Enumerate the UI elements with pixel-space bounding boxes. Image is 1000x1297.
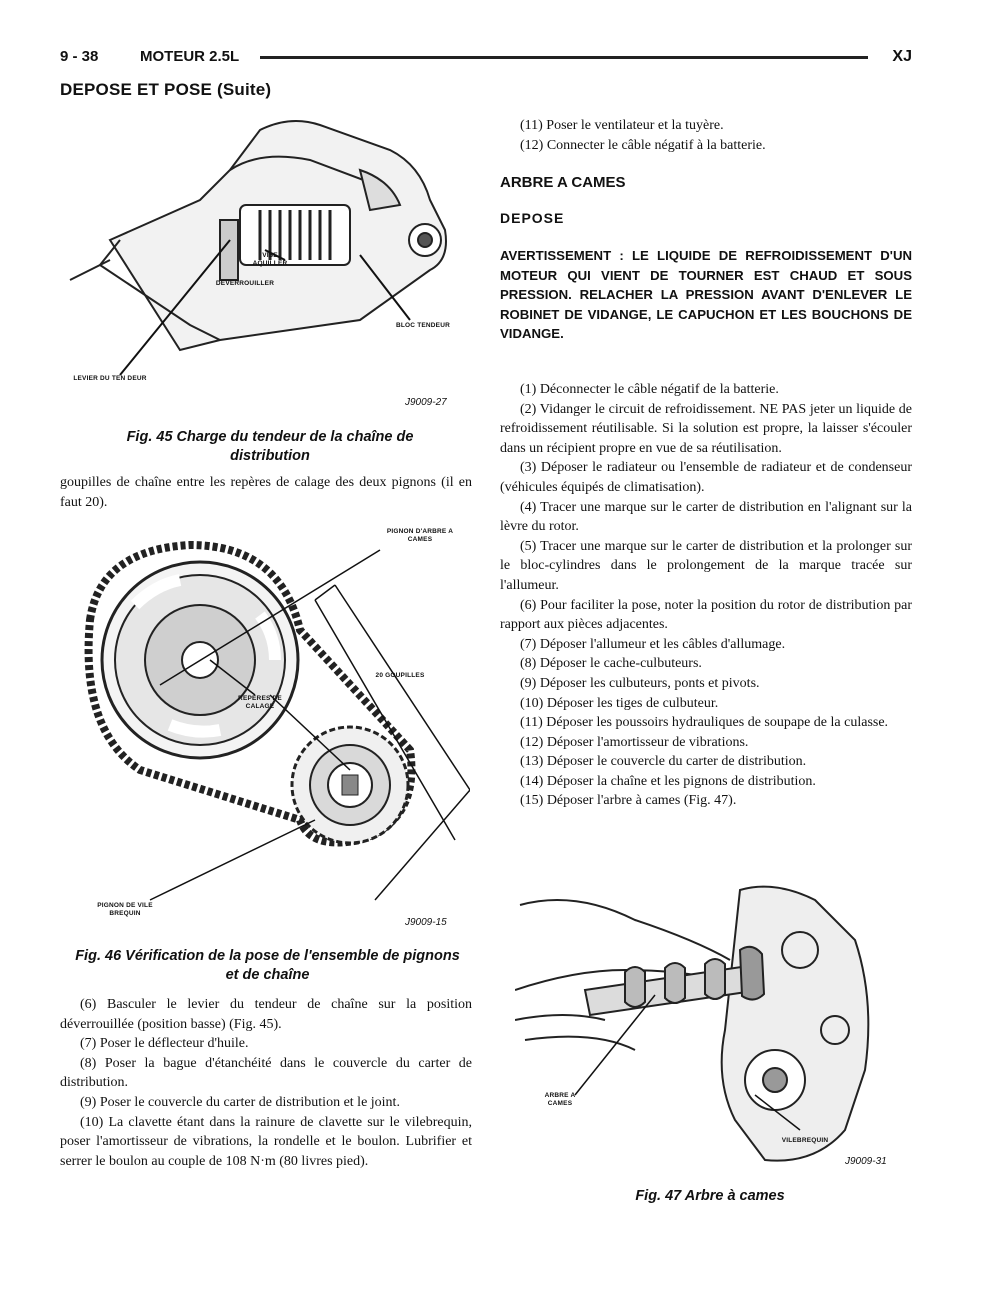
- left-step-6: (6) Basculer le levier du tendeur de chaîne sur la position déverrouillée (position basse) (Fig. 45).: [60, 997, 472, 1032]
- right-step-6: (6) Pour faciliter la pose, noter la position du rotor de distribution par rapport aux pièces adjacentes.: [500, 597, 912, 633]
- left-step-8: (8) Poser la bague d'étanchéité dans le couvercle du carter de distribution.: [60, 1055, 472, 1091]
- label-vise: VISE AQUILLER: [252, 252, 288, 267]
- label-pignon-vilebrequin: PIGNON DE VILE BREQUIN: [97, 902, 153, 917]
- right-step-10: (10) Déposer les tiges de culbuteur.: [520, 695, 719, 711]
- right-step-12: (12) Connecter le câble négatif à la batterie.: [520, 137, 766, 153]
- right-step-12b: (12) Déposer l'amortisseur de vibrations.: [520, 734, 749, 750]
- right-step-9: (9) Déposer les culbuteurs, ponts et pivots.: [520, 675, 760, 691]
- right-step-5: (5) Tracer une marque sur le carter de distribution et la prolonger sur le bloc-cylindres dans le prolongement de la marque tracée sur l'allumeur.: [500, 538, 912, 593]
- left-paragraph-0: [60, 473, 472, 512]
- left-step-10: (10) La clavette étant dans la rainure de clavette sur le vilebrequin, poser l'amortisseur de vibrations, la rondelle et le boulon. Lubrifier et serrer le boulon au couple de 108 N·m (80 livres pied).: [60, 1114, 472, 1169]
- figure-47-code: J9009-31: [845, 1156, 887, 1167]
- right-top-steps: [500, 116, 912, 155]
- figure-46-code: J9009-15: [405, 917, 447, 928]
- right-steps: [500, 380, 912, 811]
- label-pignon-cames: PIGNON D'ARBRE A CAMES: [386, 528, 454, 543]
- label-deverrouiller: DEVERROUILLER: [215, 280, 275, 287]
- right-step-15: (15) Déposer l'arbre à cames (Fig. 47).: [520, 793, 737, 809]
- right-step-7: (7) Déposer l'allumeur et les câbles d'allumage.: [520, 636, 786, 652]
- page-header: [60, 46, 912, 70]
- right-step-14: (14) Déposer la chaîne et les pignons de distribution.: [520, 773, 816, 789]
- label-levier: LEVIER DU TEN DEUR: [73, 375, 147, 382]
- right-step-1: (1) Déconnecter le câble négatif de la batterie.: [520, 382, 779, 397]
- figure-47-caption: Fig. 47 Arbre à cames: [635, 1188, 785, 1204]
- section-title: DEPOSE ET POSE (Suite): [60, 80, 272, 99]
- left-step-9: (9) Poser le couvercle du carter de distribution et le joint.: [80, 1094, 400, 1110]
- right-step-2: (2) Vidanger le circuit de refroidissement. NE PAS jeter un liquide de refroidissement réutilisable. Si la solution est propre, la laisser s'écouler dans un récipient propre en vue de sa réutilisation.: [500, 401, 912, 456]
- subheading-depose: DEPOSE: [500, 210, 565, 226]
- chapter-title: MOTEUR 2.5L: [140, 48, 240, 65]
- right-step-11b: (11) Déposer les poussoirs hydrauliques de soupape de la culasse.: [520, 715, 889, 731]
- figure-46-timing-chain: [60, 520, 470, 930]
- right-step-11: (11) Poser le ventilateur et la tuyère.: [520, 118, 724, 133]
- figure-47-camshaft: [515, 880, 915, 1170]
- page-number: 9 - 38: [60, 48, 99, 65]
- right-step-4: (4) Tracer une marque sur le carter de distribution en l'alignant sur la lèvre du rotor.: [500, 499, 912, 535]
- warning-text: AVERTISSEMENT : LE LIQUIDE DE REFROIDISSEMENT D'UN MOTEUR QUI VIENT DE TOURNER EST CHAUD ET SOUS PRESSION. RELACHER LA PRESSION AVANT D'ENLEVER LE ROBINET DE VIDANGE, LE CAPUCHON ET LES BOUCHONS DE VIDANGE.: [500, 248, 912, 342]
- label-goupilles: 20 GOUPILLES: [375, 672, 425, 679]
- label-vilebrequin: VILEBREQUIN: [781, 1137, 829, 1144]
- model-code: XJ: [892, 48, 912, 65]
- left-steps: [60, 995, 472, 1171]
- left-step-7: (7) Poser le déflecteur d'huile.: [80, 1036, 249, 1052]
- text-goupilles: goupilles de chaîne entre les repères de calage des deux pignons (il en faut 20).: [60, 475, 472, 510]
- heading-arbre-a-cames: ARBRE A CAMES: [500, 174, 626, 191]
- figure-46-caption: Fig. 46 Vérification de la pose de l'ensemble de pignons et de chaîne: [75, 948, 460, 983]
- figure-45-caption: Fig. 45 Charge du tendeur de la chaîne de distribution: [126, 429, 414, 464]
- header-rule: [260, 56, 868, 59]
- right-step-13: (13) Déposer le couvercle du carter de distribution.: [520, 754, 807, 770]
- right-step-3: (3) Déposer le radiateur ou l'ensemble de radiateur et de condenseur (véhicules équipés de climatisation).: [500, 460, 912, 495]
- timing-chain-illustration: [60, 520, 470, 930]
- figure-45-tensioner: [60, 110, 470, 410]
- figure-45-code: J9009-27: [405, 397, 447, 408]
- camshaft-illustration: [515, 880, 915, 1170]
- label-reperes: REPERES DE CALAGE: [238, 695, 282, 710]
- label-bloc-tendeur: BLOC TENDEUR: [395, 322, 451, 329]
- label-arbre-a-cames: ARBRE A CAMES: [544, 1092, 576, 1107]
- right-step-8: (8) Déposer le cache-culbuteurs.: [520, 656, 702, 672]
